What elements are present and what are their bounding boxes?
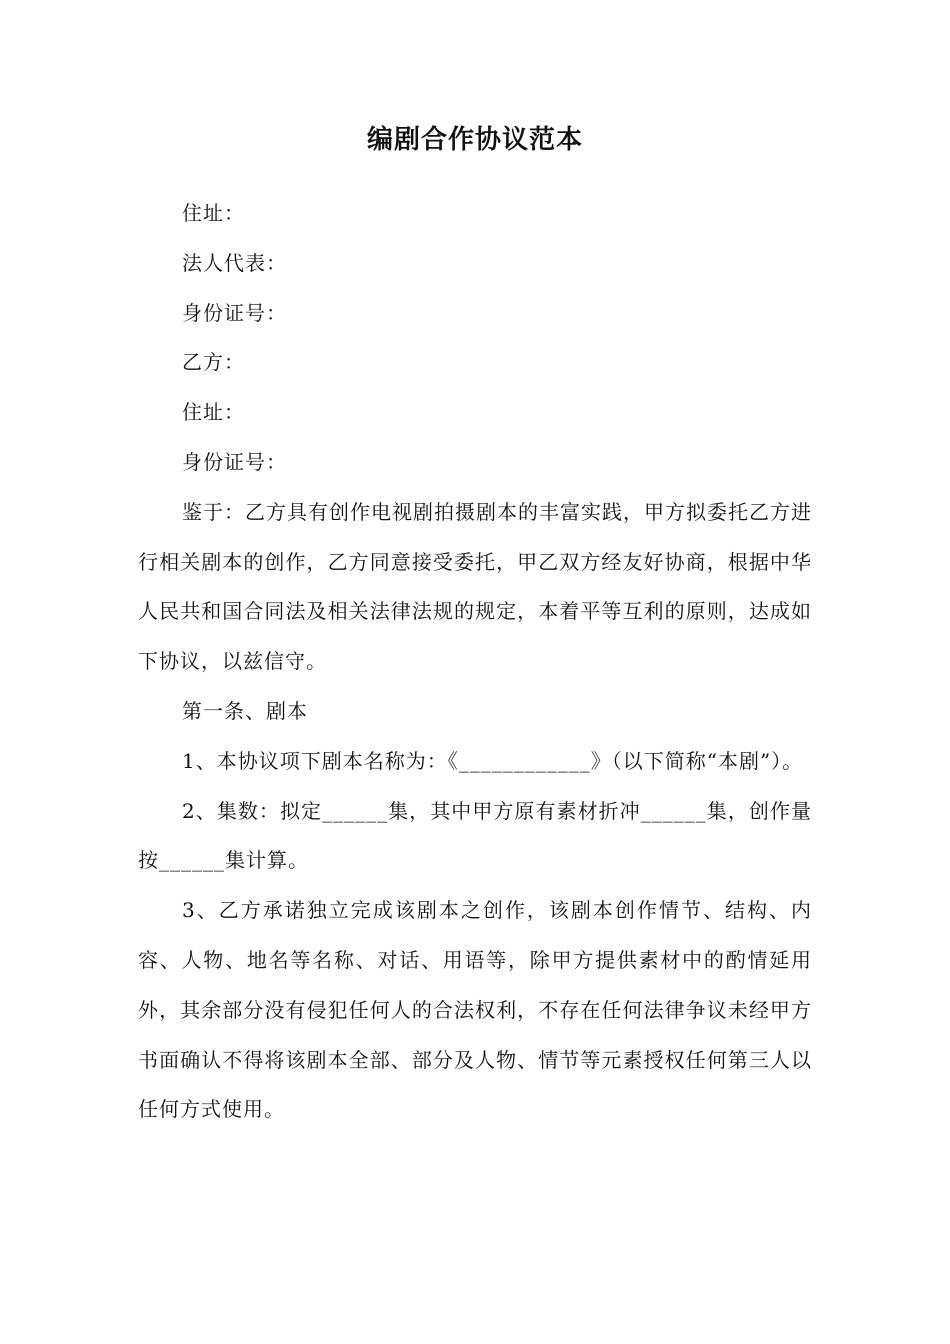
id-number-line-party-b: 身份证号： <box>182 449 287 474</box>
clause-1-script-name: 1、本协议项下剧本名称为：《____________》（以下简称“本剧”）。 <box>182 748 804 773</box>
document-title: 编剧合作协议范本 <box>366 125 583 155</box>
id-number-line-party-a: 身份证号： <box>182 300 287 325</box>
party-b-line: 乙方： <box>182 350 245 375</box>
article-one-heading: 第一条、剧本 <box>182 698 308 723</box>
address-line-party-b: 住址： <box>182 400 245 425</box>
legal-representative-line: 法人代表： <box>182 250 287 275</box>
document-body <box>138 189 812 1135</box>
address-line-party-a: 住址： <box>182 201 245 225</box>
clause-2-episodes: 2、集数：拟定______集，其中甲方原有素材折冲______集，创作量按______集计算。 <box>138 798 812 873</box>
preamble-paragraph: 鉴于：乙方具有创作电视剧拍摄剧本的丰富实践，甲方拟委托乙方进行相关剧本的创作，乙方同意接受委托，甲乙双方经友好协商，根据中华人民共和国合同法及相关法律法规的规定，本着平等互利的原则，达成如下协议，以兹信守。 <box>138 499 812 674</box>
clause-3-originality: 3、乙方承诺独立完成该剧本之创作，该剧本创作情节、结构、内容、人物、地名等名称、对话、用语等，除甲方提供素材中的酌情延用外，其余部分没有侵犯任何人的合法权利，不存在任何法律争议未经甲方书面确认不得将该剧本全部、部分及人物、情节等元素授权任何第三人以任何方式使用。 <box>138 898 812 1122</box>
